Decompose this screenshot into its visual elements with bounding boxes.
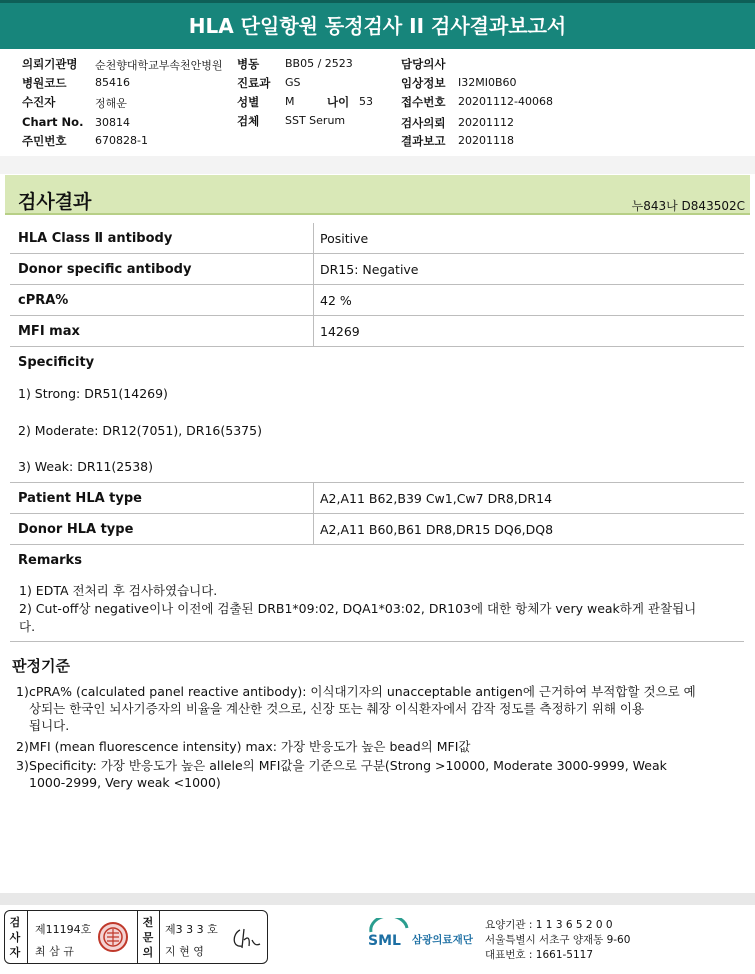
info-label-receipt-no: 접수번호 bbox=[401, 95, 446, 109]
result-key: Donor specific antibody bbox=[18, 262, 192, 277]
info-label-physician: 담당의사 bbox=[401, 57, 446, 71]
result-row-donor-hla bbox=[10, 514, 744, 545]
result-code: 누843나 D843502C bbox=[631, 199, 745, 213]
remark-1: 1) EDTA 전처리 후 검사하였습니다. bbox=[19, 583, 218, 598]
section-separator bbox=[0, 156, 755, 174]
criteria-item-2 bbox=[16, 738, 741, 755]
info-label-clinical-info: 임상정보 bbox=[401, 76, 446, 90]
row-divider bbox=[313, 254, 314, 284]
criteria-item-3 bbox=[16, 757, 741, 791]
footer-band bbox=[0, 893, 755, 905]
result-value: DR15: Negative bbox=[320, 262, 419, 277]
result-key: Patient HLA type bbox=[18, 491, 142, 506]
remarks-label: Remarks bbox=[18, 553, 82, 568]
criteria-item-1 bbox=[16, 683, 741, 734]
reviewer-label: 전문의 bbox=[142, 916, 154, 959]
info-label-department: 진료과 bbox=[237, 76, 271, 90]
org-line: 대표번호 : 1661-5117 bbox=[485, 949, 594, 961]
info-value-clinical-info: I32MI0B60 bbox=[458, 76, 517, 89]
info-label-hospital-code: 병원코드 bbox=[22, 76, 67, 90]
criteria-text: Specificity: 가장 반응도가 높은 allele의 MFI값을 기준으로 구분(Strong >10000, Moderate 3000-9999, Weak bbox=[29, 758, 667, 773]
info-value-department: GS bbox=[285, 76, 301, 89]
info-value-patient: 정해운 bbox=[95, 97, 127, 110]
row-divider bbox=[313, 223, 314, 253]
org-line: 요양기관 : 1 1 3 6 5 2 0 0 bbox=[485, 919, 613, 931]
info-label-report-date: 결과보고 bbox=[401, 134, 446, 148]
reviewer-name: 지 현 영 bbox=[165, 945, 204, 958]
remark-2: 2) Cut-off상 negative이나 이전에 검출된 DRB1*09:02, DQA1*03:02, DR103에 대한 항체가 very weak하게 관찰됩니 bbox=[19, 601, 697, 616]
row-divider bbox=[313, 285, 314, 315]
result-value: A2,A11 B60,B61 DR8,DR15 DQ6,DQ8 bbox=[320, 522, 554, 537]
result-key: HLA Class Ⅱ antibody bbox=[18, 231, 173, 246]
result-row-mfi-max bbox=[10, 316, 744, 347]
result-value: 42 % bbox=[320, 293, 352, 308]
info-value-request-date: 20201112 bbox=[458, 116, 514, 129]
sign-separator bbox=[27, 911, 28, 963]
seal-stamp-icon bbox=[97, 921, 129, 953]
criteria-text: 1000-2999, Very weak <1000) bbox=[29, 775, 221, 790]
info-value-hospital: 순천향대학교부속천안병원 bbox=[95, 59, 223, 72]
result-key: cPRA% bbox=[18, 293, 69, 308]
result-row-hla-class2 bbox=[10, 223, 744, 254]
sml-logo-icon bbox=[367, 918, 411, 954]
reviewer-license: 제3 3 3 호 bbox=[165, 923, 218, 936]
report-title: HLA 단일항원 동정검사 II 검사결과보고서 bbox=[0, 0, 755, 49]
patient-info bbox=[0, 56, 755, 151]
result-key: Donor HLA type bbox=[18, 522, 134, 537]
criteria-num: 3) bbox=[16, 758, 29, 773]
criteria-num: 2) bbox=[16, 739, 29, 754]
info-label-request-date: 검사의뢰 bbox=[401, 116, 446, 130]
result-key: MFI max bbox=[18, 324, 80, 339]
result-header bbox=[5, 175, 750, 215]
result-value: Positive bbox=[320, 231, 369, 246]
result-row-cpra bbox=[10, 285, 744, 316]
tester-name: 최 삼 규 bbox=[35, 945, 74, 958]
row-divider bbox=[313, 316, 314, 346]
info-value-age: 53 bbox=[359, 95, 373, 108]
signature-box bbox=[4, 910, 268, 964]
signature-icon bbox=[230, 926, 264, 952]
info-value-receipt-no: 20201112-40068 bbox=[458, 95, 553, 108]
criteria-text: MFI (mean fluorescence intensity) max: 가장 반응도가 높은 bead의 MFI값 bbox=[29, 739, 471, 754]
info-label-hospital: 의뢰기관명 bbox=[22, 57, 78, 71]
info-value-chart: 30814 bbox=[95, 116, 130, 129]
logo-text: 삼광의료재단 bbox=[412, 934, 473, 946]
specificity-strong: 1) Strong: DR51(14269) bbox=[18, 386, 168, 401]
info-label-ward: 병동 bbox=[237, 57, 260, 71]
info-label-sex: 성별 bbox=[237, 95, 260, 109]
org-line: 서울특별시 서초구 양재동 9-60 bbox=[485, 934, 631, 946]
criteria-text: cPRA% (calculated panel reactive antibody): 이식대기자의 unacceptable antigen에 근거하여 부적합할 것으로 예 bbox=[29, 684, 696, 699]
info-label-patient: 수진자 bbox=[22, 95, 56, 109]
info-value-hospital-code: 85416 bbox=[95, 76, 130, 89]
criteria-title: 판정기준 bbox=[12, 657, 70, 675]
row-divider bbox=[313, 483, 314, 513]
info-label-age: 나이 bbox=[327, 95, 350, 109]
divider-line bbox=[10, 641, 744, 642]
sign-separator bbox=[159, 911, 160, 963]
result-value: A2,A11 B62,B39 Cw1,Cw7 DR8,DR14 bbox=[320, 491, 553, 506]
sign-separator bbox=[137, 911, 138, 963]
info-label-chart: Chart No. bbox=[22, 115, 84, 129]
row-divider bbox=[313, 514, 314, 544]
info-value-report-date: 20201118 bbox=[458, 134, 514, 147]
info-label-specimen: 검체 bbox=[237, 114, 260, 128]
criteria-num: 1) bbox=[16, 684, 29, 699]
organization-info bbox=[485, 918, 630, 963]
criteria-text: 됩니다. bbox=[29, 718, 70, 733]
remark-2-cont: 다. bbox=[19, 619, 36, 634]
info-value-sex: M bbox=[285, 95, 295, 108]
tester-label: 검사자 bbox=[9, 916, 21, 959]
specificity-moderate: 2) Moderate: DR12(7051), DR16(5375) bbox=[18, 423, 262, 438]
criteria-text: 상되는 한국인 뇌사기증자의 비율을 계산한 것으로, 신장 또는 췌장 이식환자에서 감작 정도를 측정하기 위해 이용 bbox=[29, 701, 645, 716]
info-value-specimen: SST Serum bbox=[285, 114, 346, 127]
logo-mark: SML bbox=[368, 933, 401, 949]
specificity-weak: 3) Weak: DR11(2538) bbox=[18, 459, 153, 474]
info-value-resident-no: 670828-1 bbox=[95, 134, 148, 147]
specificity-label: Specificity bbox=[18, 355, 95, 370]
result-row-patient-hla bbox=[10, 483, 744, 514]
result-value: 14269 bbox=[320, 324, 360, 339]
info-label-resident-no: 주민번호 bbox=[22, 134, 67, 148]
info-value-ward: BB05 / 2523 bbox=[285, 57, 353, 70]
tester-license: 제11194호 bbox=[35, 923, 92, 936]
result-row-dsa bbox=[10, 254, 744, 285]
result-heading: 검사결과 bbox=[18, 191, 92, 213]
